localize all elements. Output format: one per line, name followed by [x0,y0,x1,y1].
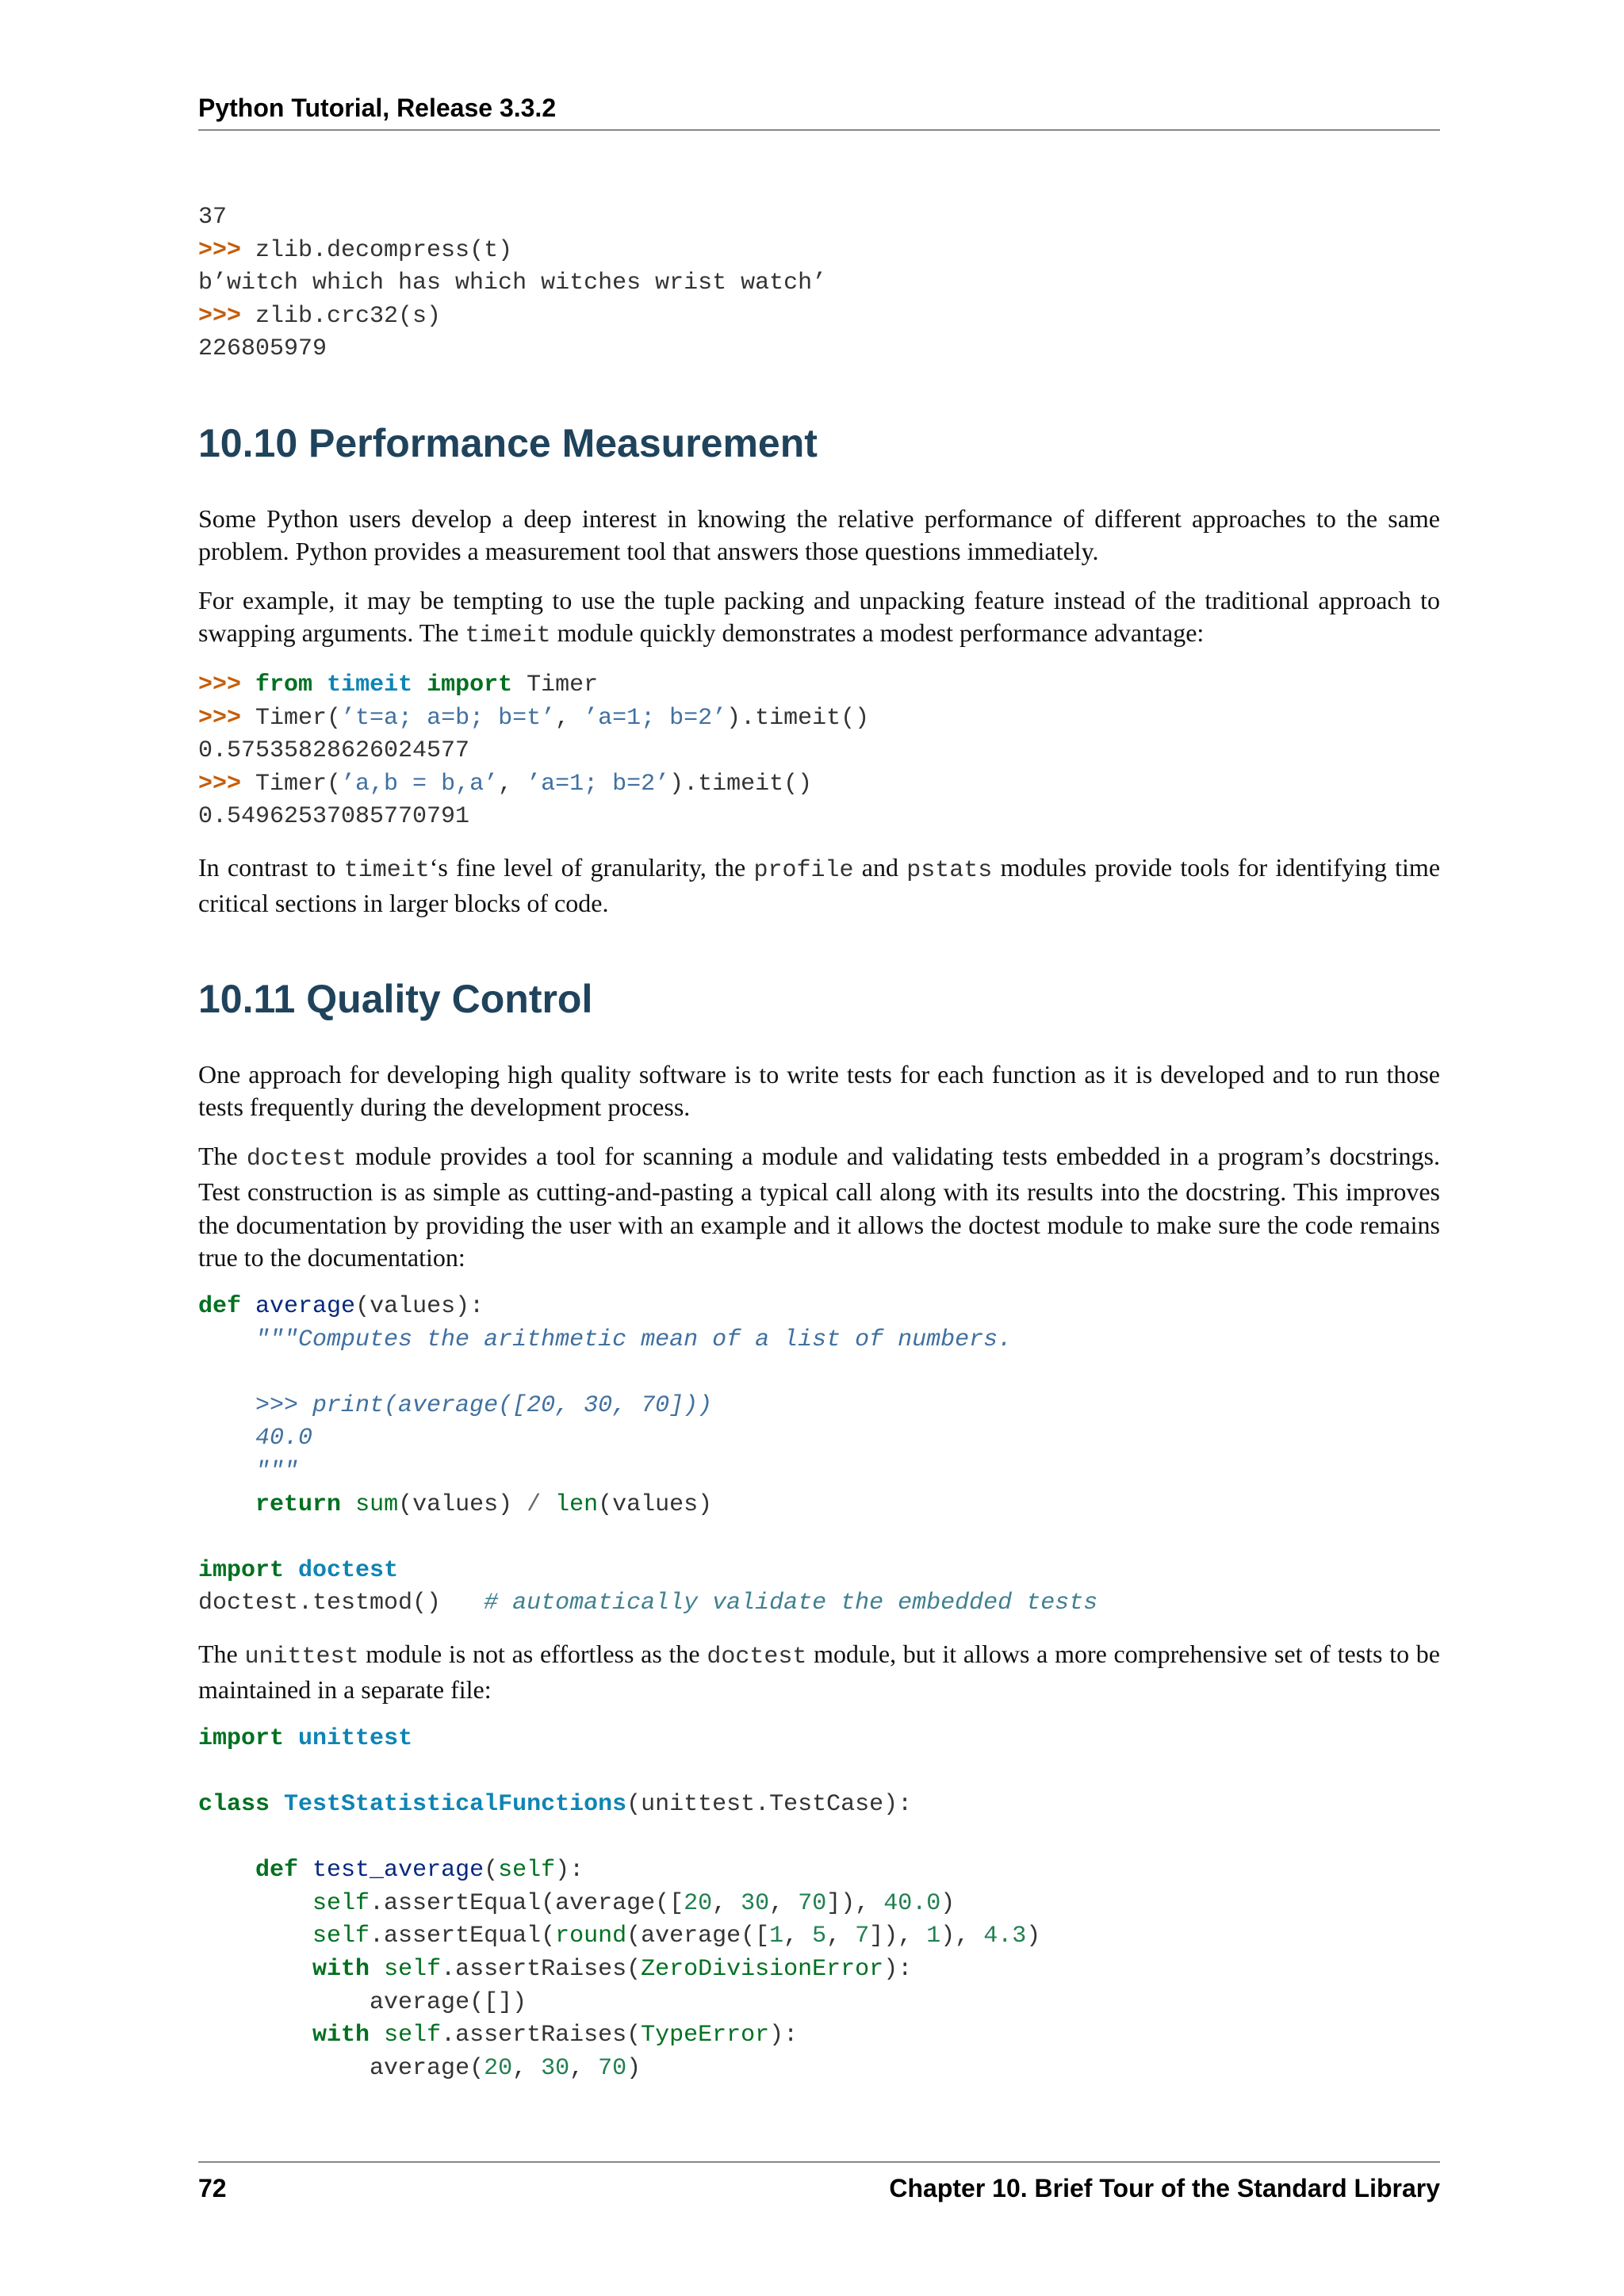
code-self: self [384,2022,442,2049]
code-number: 4.3 [983,1923,1027,1950]
code-number: 1 [926,1923,941,1950]
code-prompt: >>> [198,302,242,330]
code-output: b’witch which has which witches wrist watch’ [198,270,827,297]
code-operator: / [527,1490,542,1518]
text-run: module quickly demonstrates a modest performance advantage: [550,618,1205,648]
code-text: , [498,770,527,798]
code-self: self [384,1956,442,1984]
paragraph [198,1638,1440,1707]
code-number: 1 [769,1923,784,1950]
code-keyword: def [198,1292,242,1320]
code-output: 226805979 [198,335,327,363]
code-number: 5 [812,1923,827,1950]
code-output: 37 [198,204,228,231]
code-text: zlib.decompress(t) [241,236,513,264]
code-text: ).timeit() [726,704,870,732]
code-text: ).timeit() [669,770,813,798]
code-keyword: import [427,671,513,698]
code-block-doctest [198,1291,1440,1621]
code-keyword: from [255,671,313,698]
code-number: 20 [684,1889,713,1917]
code-docstring: """Computes the arithmetic mean of a list of numbers. [255,1326,1013,1353]
text-run: The [198,1141,247,1170]
code-keyword: def [255,1857,299,1885]
code-text: .assertRaises( [441,2022,642,2049]
inline-code: timeit [465,622,551,650]
text-run: For example, it may be tempting to use the tuple packing and unpacking feature instead of the traditional approach to swapping arguments. The [198,585,1440,648]
code-module: unittest [298,1724,413,1752]
code-text: doctest.testmod() [198,1590,442,1617]
inline-code: unittest [244,1643,359,1670]
inline-code: pstats [906,856,993,884]
code-keyword: return [255,1490,342,1518]
code-text: (values) [598,1490,713,1518]
code-text: Timer( [241,704,342,732]
code-string: ’a=1; b=2’ [527,770,670,798]
code-number: 20 [484,2054,513,2082]
code-builtin: round [555,1923,627,1950]
inline-code: doctest [707,1643,807,1670]
code-text: (unittest.TestCase): [626,1791,913,1819]
page-content [198,201,1440,2085]
code-prompt: >>> [198,236,242,264]
code-keyword: with [312,2022,370,2049]
code-text: .assertEqual(average([ [370,1889,684,1917]
code-prompt: >>> [198,770,242,798]
paragraph [198,584,1440,653]
code-keyword: import [198,1724,285,1752]
code-self: self [498,1857,556,1885]
text-run: In contrast to [198,852,344,882]
code-prompt: >>> [198,671,242,698]
code-self: self [312,1889,370,1917]
code-module: timeit [327,671,413,698]
code-module: doctest [298,1556,399,1584]
code-number: 40.0 [883,1889,941,1917]
inline-code: profile [753,856,854,884]
page-number: 72 [198,2174,227,2202]
code-docstring: >>> print(average([20, 30, 70])) [255,1391,713,1419]
code-text: , [555,704,584,732]
code-self: self [312,1923,370,1950]
text-run: module is not as effortless as the [358,1639,707,1668]
code-function-name: average [255,1292,356,1320]
code-block-timeit [198,669,1440,834]
code-function-name: test_average [312,1857,485,1885]
text-run: The [198,1639,245,1668]
paragraph: One approach for developing high quality software is to write tests for each function as it is developed and to run those tests frequently during the development process. [198,1059,1440,1122]
code-text: (values): [355,1292,485,1320]
code-comment: # automatically validate the embedded tests [484,1590,1098,1617]
code-text: average([]) [370,1988,527,2016]
text-run: ‘s fine level of granularity, the [429,852,754,882]
code-docstring: """ [255,1457,299,1485]
text-run: module, but it allows a more comprehensive set of tests to be maintained in a separate file: [198,1639,1441,1705]
text-run: module provides a tool for scanning a module and validating tests embedded in a program’s docstrings. Test construction is as simple as cutting-and-pasting a typical call along with its results into the docstring. This improves the documentation by providing the user with an example and it allows the doctest module to make sure the code remains true to the documentation: [198,1141,1441,1272]
paragraph: Some Python users develop a deep interest in knowing the relative performance of different approaches to the same problem. Python provides a measurement tool that answers those questions immediately. [198,503,1440,566]
paragraph [198,1140,1440,1275]
code-keyword: with [312,1956,370,1984]
inline-code: timeit [343,856,430,884]
running-header: Python Tutorial, Release 3.3.2 [198,94,1440,131]
code-string: ’a=1; b=2’ [584,704,727,732]
code-number: 70 [798,1889,827,1917]
code-string: ’a,b = b,a’ [341,770,499,798]
code-text: zlib.crc32(s) [241,302,442,330]
text-run: and [853,852,907,882]
code-builtin: sum [355,1490,399,1518]
code-text: Timer [512,671,599,698]
code-keyword: import [198,1556,285,1584]
code-block-unittest: import unittest class TestStatisticalFunctions(unittest.TestCase): def test_average(self): self.assertEqual(average([20, 30, 70]), 40.0) self.assertEqual(round(average([1, 5, 7]), 1), 4.3) with self.assertRaises(ZeroDivisionError): average([]) with self.assertRaises(TypeError): average(20, 30, 70) [198,1724,1041,2082]
section-heading-quality-control: 10.11 Quality Control [198,976,593,1021]
code-number: 70 [598,2054,627,2082]
code-text: average( [370,2054,485,2082]
code-docstring: 40.0 [255,1425,313,1452]
chapter-title: Chapter 10. Brief Tour of the Standard Library [889,2174,1440,2202]
code-keyword: class [198,1791,270,1819]
code-string: ’t=a; a=b; b=t’ [341,704,556,732]
code-builtin: len [555,1490,599,1518]
code-text: (values) [398,1490,527,1518]
text-run: modules provide tools for identifying time critical sections in larger blocks of code. [198,852,1441,918]
code-class-name: TestStatisticalFunctions [284,1791,627,1819]
code-prompt: >>> [198,704,242,732]
code-output: 0.54962537085770791 [198,803,470,831]
code-number: 7 [855,1923,870,1950]
code-number: 30 [541,2054,570,2082]
code-output: 0.57535828626024577 [198,737,470,765]
document-page [198,0,1440,2296]
code-text: (average([ [626,1923,770,1950]
code-text: .assertRaises( [441,1956,642,1984]
section-heading-performance: 10.10 Performance Measurement [198,420,818,465]
code-text: Timer( [241,770,342,798]
code-block-zlib [198,201,1440,366]
page-footer [198,2161,1440,2203]
code-number: 30 [741,1889,770,1917]
paragraph [198,851,1440,920]
code-exception: ZeroDivisionError [641,1956,884,1984]
inline-code: doctest [246,1145,347,1173]
code-exception: TypeError [641,2022,770,2049]
